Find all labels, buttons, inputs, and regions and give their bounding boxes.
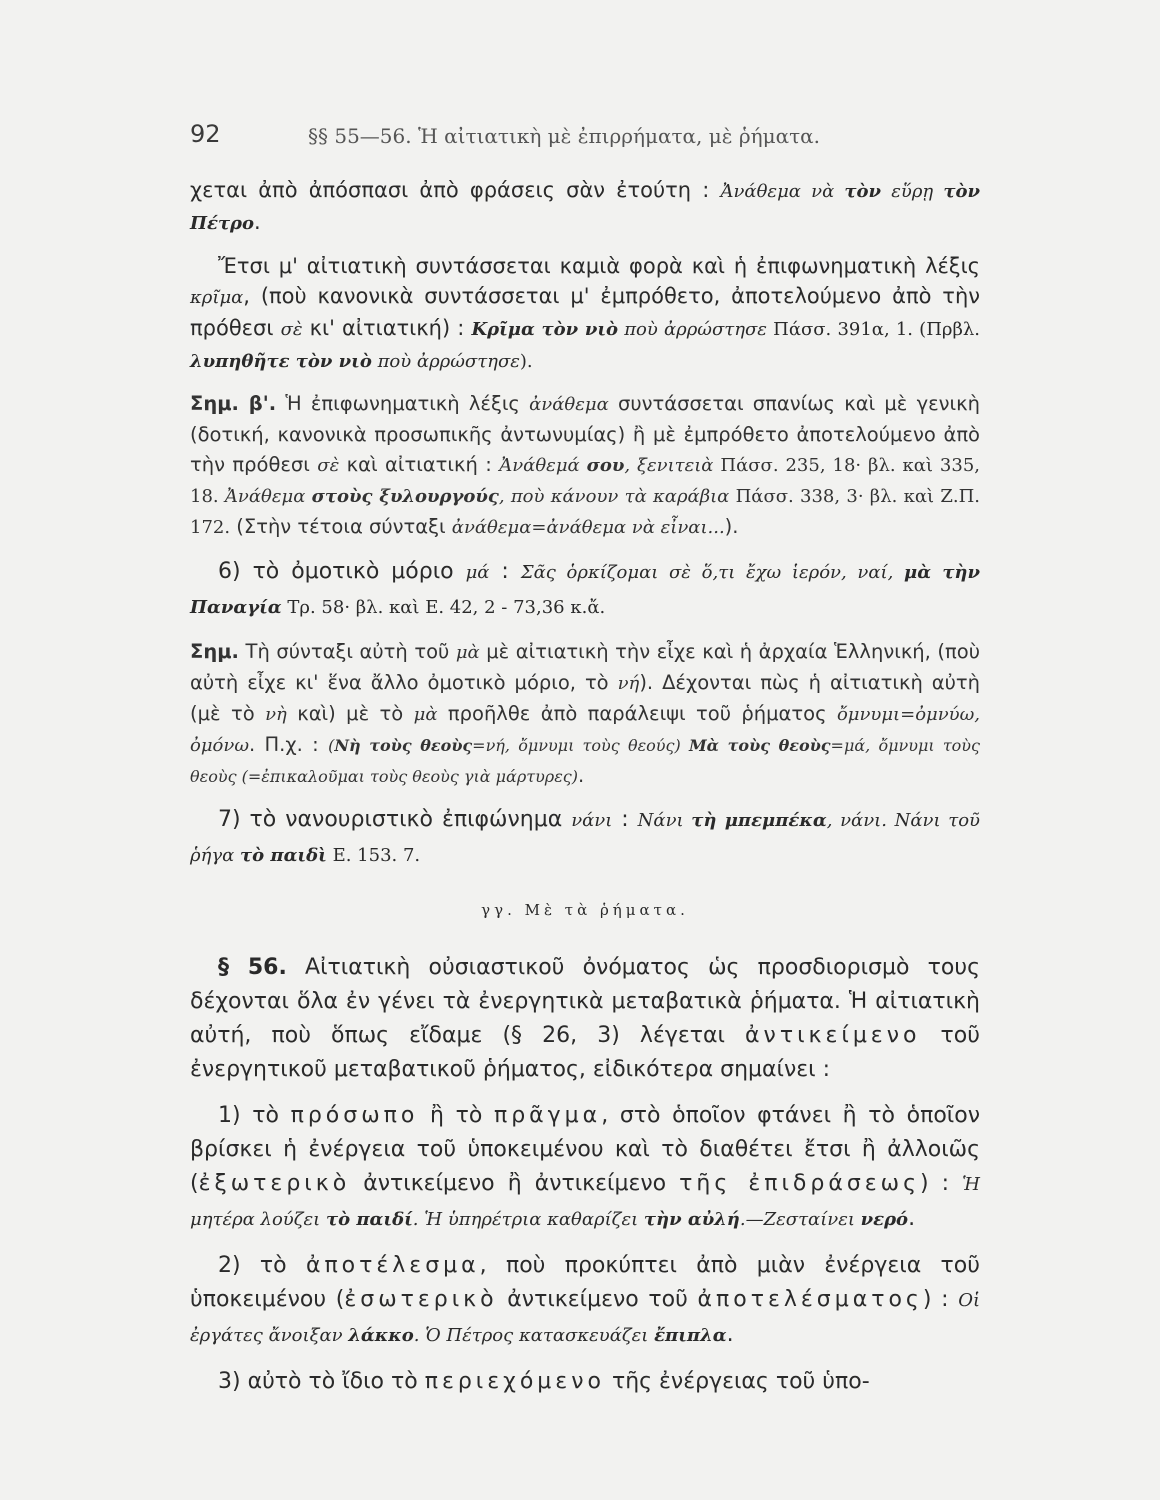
paragraph-continuation	[190, 175, 980, 239]
note-label: Σημ.	[190, 640, 239, 663]
page-number: 92	[190, 120, 221, 148]
example: Ἀνάθεμα	[224, 486, 312, 507]
text: ἀντικείμενο τοῦ	[497, 1287, 698, 1312]
running-head: §§ 55—56. Ἡ αἰτιατικὴ μὲ ἐπιρρήματα, μὲ ῥήματα.	[308, 124, 821, 148]
example-bold: τὸ παιδὶ	[240, 845, 327, 866]
example: ποὺ ἀρρώστησε	[618, 319, 767, 340]
example: σὲ	[280, 319, 303, 340]
example: μὰ	[455, 642, 480, 663]
example-bold: τὴν αὐλή	[643, 1209, 740, 1230]
text: κι' αἰτιατική) :	[302, 316, 472, 340]
example-bold: μὰ τὴν Παναγία	[190, 562, 981, 618]
text: ) :	[922, 1287, 959, 1312]
text: τοῦ ἐνεργητικοῦ μεταβατικοῦ ῥήματος, εἰδικότερα σημαίνει :	[190, 1023, 980, 1082]
text: .	[726, 1322, 734, 1347]
example-bold: λυπηθῆτε τὸν νιὸ	[190, 351, 372, 372]
paragraph-krima	[190, 251, 980, 377]
reference: Πάσσ. 235, 18· βλ. καὶ 335, 18.	[190, 455, 980, 507]
spaced-term: ἀποτέλεσμα	[305, 1253, 480, 1278]
example: , νάνι. Νάνι τοῦ ῥήγα	[190, 810, 980, 866]
example: εὕρῃ	[881, 181, 944, 202]
example: μά	[465, 562, 490, 583]
example: Ἀνάθεμα νὰ	[720, 181, 845, 202]
example-bold: λάκκο	[348, 1325, 414, 1346]
example: ποὺ ἀρρώστησε	[371, 351, 520, 372]
text: . Π.χ. :	[249, 733, 329, 756]
spaced-term: τῆς ἐπιδράσεως	[679, 1171, 921, 1196]
example-bold: Νὴ τοὺς θεοὺς	[334, 736, 473, 755]
text: μὲ αἰτιατικὴ τὴν εἶχε καὶ ἡ ἀρχαία Ἑλληνική, (ποὺ αὐτὴ εἶχε κι' ἕνα ἄλλο ὀμοτικὸ μόριο, τὸ	[190, 640, 980, 694]
example-bold: ἔπιπλα	[654, 1325, 727, 1346]
example: νή	[617, 673, 640, 694]
example-bold: Μὰ τοὺς θεοὺς	[688, 736, 831, 755]
section-56-intro	[190, 951, 980, 1087]
example: ἀνάθεμα	[529, 394, 609, 415]
example-bold: Κρῖμα τὸν νιὸ	[471, 319, 619, 340]
text: προῆλθε ἀπὸ παράλειψι τοῦ ῥήματος	[437, 702, 837, 725]
example: . Ὁ Πέτρος κατασκευάζει	[413, 1325, 655, 1346]
text: .	[254, 210, 261, 234]
text: 3) αὐτὸ τὸ ἴδιο τὸ	[218, 1369, 425, 1394]
text: χεται ἀπὸ ἀπόσπασι ἀπὸ φράσεις σὰν ἐτούτη :	[190, 178, 721, 202]
text: καὶ) μὲ τὸ	[286, 702, 414, 725]
text: .	[578, 764, 585, 787]
example: Οἱ ἐργάτες ἄνοιξαν	[190, 1290, 981, 1346]
page-body	[190, 175, 980, 1411]
reference: ).	[519, 351, 533, 372]
spaced-term: ἀποτελέσματος	[697, 1287, 923, 1312]
example-bold: τὸν	[844, 181, 882, 202]
example: νὴ	[265, 704, 287, 725]
reference: Πάσσ. 338, 3· βλ. καὶ Ζ.Π. 172.	[190, 486, 980, 538]
note-b	[190, 389, 980, 543]
example: Νάνι	[637, 810, 692, 831]
spaced-term: πρᾶγμα	[493, 1103, 602, 1128]
text: ) :	[920, 1171, 963, 1196]
example-bold: σου	[586, 455, 625, 476]
example: ἀνάθεμα=ἀνάθεμα νὰ εἶναι...	[451, 517, 725, 538]
note-ma	[190, 637, 980, 791]
text: Ἔτσι μ' αἰτιατικὴ συντάσσεται καμιὰ φορὰ καὶ ἡ ἐπιφωνηματικὴ λέξις	[218, 254, 980, 278]
text: τῆς ἐνέργειας τοῦ ὑπο-	[604, 1369, 870, 1394]
example: =νή, ὄμνυμι τοὺς θεούς)	[472, 736, 689, 755]
section-label: § 56.	[218, 955, 287, 980]
example-bold: τὴ μπεμπέκα	[691, 810, 827, 831]
text: Αἰτιατικὴ οὐσιαστικοῦ ὀνόματος ὡς προσδιορισμὸ τους δέχονται ὅλα ἐν γένει τὰ ἐνεργητικὰ μεταβατικὰ ῥήματα. Ἡ αἰτιατικὴ αὐτή, ποὺ ὅπως εἴδαμε (§ 26, 3) λέγεται	[190, 955, 980, 1048]
reference: Πάσσ. 391α, 1. (Πρβλ.	[766, 319, 981, 340]
spaced-term: περιεχόμενο	[424, 1369, 605, 1394]
example: σὲ	[317, 455, 340, 476]
example: κρῖμα	[190, 287, 244, 308]
item-7	[190, 803, 980, 873]
item-1	[190, 1099, 980, 1237]
example-bold: στοὺς ξυλουργούς	[311, 486, 499, 507]
spaced-term: ἐξωτερικὸ	[198, 1171, 351, 1196]
example-bold: τὸ παιδί	[325, 1209, 413, 1230]
text: Τὴ σύνταξι αὐτὴ τοῦ	[238, 640, 456, 663]
text: :	[612, 807, 638, 832]
example: (	[328, 736, 335, 755]
item-3	[190, 1365, 980, 1399]
spaced-term: ἐσωτερικὸ	[344, 1287, 498, 1312]
text: καὶ αἰτιατική :	[339, 453, 500, 476]
example: μὰ	[413, 704, 438, 725]
example: ὄμνυμι=ὀμνύω, ὀμόνω	[190, 704, 981, 756]
text: , (ποὺ κανονικὰ συντάσσεται μ' ἐμπρόθετο, ἀποτελούμενο ἀπὸ τὴν πρόθεσι	[190, 284, 980, 340]
text: ἀντικείμενο ἢ ἀντικείμενο	[350, 1171, 680, 1196]
text: (Στὴν τέτοια σύνταξι	[230, 515, 452, 538]
text: Ἡ ἐπιφωνηματικὴ λέξις	[276, 392, 530, 415]
text: 6) τὸ ὀμοτικὸ μόριο	[218, 559, 466, 584]
example: =μά, ὄμνυμι τοὺς θεοὺς (=ἐπικαλοῦμαι τοὺς θεοὺς γιὰ μάρτυρες)	[190, 736, 980, 786]
page-header	[190, 120, 980, 154]
text: , στὸ ὁποῖον φτάνει ἢ τὸ ὁποῖον βρίσκει ἡ ἐνέργεια τοῦ ὑποκειμένου καὶ τὸ διαθέτει ἔτσι ἢ ἀλλοιῶς (	[190, 1103, 980, 1196]
example: .—Ζεσταίνει	[739, 1209, 861, 1230]
text: 7) τὸ νανουριστικὸ ἐπιφώνημα	[218, 807, 572, 832]
note-label: Σημ. β'.	[190, 392, 277, 415]
reference: Τρ. 58· βλ. καὶ Ε. 42, 2 - 73,36 κ.ἄ.	[281, 597, 606, 618]
spaced-term: πρόσωπο	[290, 1103, 419, 1128]
text: .	[908, 1206, 916, 1231]
text: ).	[724, 515, 739, 538]
item-6	[190, 555, 980, 625]
spaced-term: ἀντικείμενο	[745, 1023, 921, 1048]
item-2	[190, 1249, 980, 1353]
example: νάνι	[571, 810, 613, 831]
example: Ἡ μητέρα λούζει	[190, 1174, 980, 1230]
text: :	[489, 559, 521, 584]
reference: Ε. 153. 7.	[326, 845, 421, 866]
section-subheading: γγ. Μὲ τὰ ῥήματα.	[481, 901, 689, 919]
example-bold: νερό	[860, 1209, 909, 1230]
text: 1) τὸ	[218, 1103, 291, 1128]
text: ἢ τὸ	[418, 1103, 494, 1128]
example: . Ἡ ὑπηρέτρια καθαρίζει	[412, 1209, 644, 1230]
example: Σᾶς ὁρκίζομαι σὲ ὅ,τι ἔχω ἱερόν, ναί,	[520, 562, 905, 583]
example: , ξενιτειὰ	[624, 455, 714, 476]
example: , ποὺ κάνουν τὰ καράβια	[498, 486, 730, 507]
example-bold: τὸν Πέτρο	[190, 181, 980, 234]
text: , ποὺ προκύπτει ἀπὸ μιὰν ἐνέργεια τοῦ ὑποκειμένου (	[190, 1253, 980, 1312]
example: Ἀνάθεμά	[499, 455, 587, 476]
text: 2) τὸ	[218, 1253, 306, 1278]
text: ). Δέχονται πὼς ἡ αἰτιατικὴ αὐτὴ (μὲ τὸ	[190, 671, 980, 725]
text: συντάσσεται σπανίως καὶ μὲ γενικὴ (δοτική, κανονικὰ προσωπικῆς ἀντωνυμίας) ἢ μὲ ἐμπρόθετο ἀποτελούμενο ἀπὸ τὴν πρόθεσι	[190, 392, 981, 476]
